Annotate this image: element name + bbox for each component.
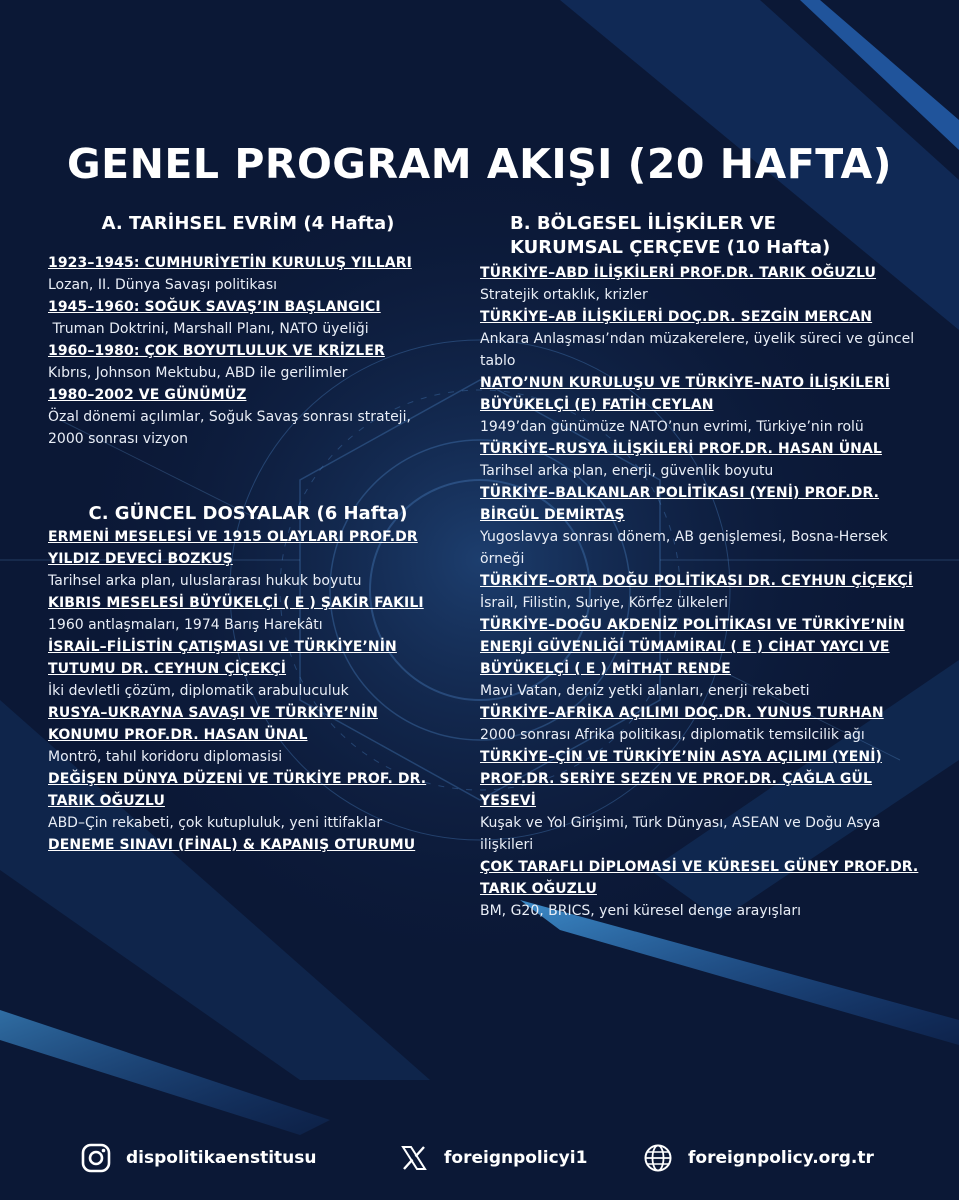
item-title: TÜRKİYE–ÇİN VE TÜRKİYE’NİN ASYA AÇILIMI (YENİ) PROF.DR. SERİYE SEZEN VE PROF.DR. ÇAĞLA GÜL YESEVİ (480, 749, 883, 809)
section-a-heading: A. TARİHSEL EVRİM (4 Hafta) (101, 213, 395, 234)
list-item (48, 592, 448, 636)
list-item (48, 252, 448, 296)
footer-instagram[interactable] (80, 1140, 317, 1176)
list-item (480, 482, 920, 570)
footer-web[interactable] (642, 1140, 874, 1176)
x-icon (398, 1142, 430, 1174)
list-item (480, 262, 920, 306)
item-title: TÜRKİYE–DOĞU AKDENİZ POLİTİKASI VE TÜRKİYE’NİN ENERJİ GÜVENLİĞİ TÜMAMİRAL ( E ) CİHAT YAYCI VE BÜYÜKELÇİ ( E ) MİTHAT RENDE (480, 617, 905, 677)
list-item (48, 702, 448, 768)
list-item (480, 856, 920, 922)
list-item (480, 306, 920, 372)
item-desc: BM, G20, BRICS, yeni küresel denge arayışları (480, 903, 801, 919)
item-desc: Ankara Anlaşması’ndan müzakerelere, üyelik süreci ve güncel tablo (480, 331, 915, 369)
item-title: 1945–1960: SOĞUK SAVAŞ’IN BAŞLANGICI (48, 299, 381, 315)
item-desc: İki devletli çözüm, diplomatik arabuluculuk (48, 683, 349, 699)
item-desc: Truman Doktrini, Marshall Planı, NATO üyeliği (48, 321, 369, 337)
section-b-heading-line1: B. BÖLGESEL İLİŞKİLER VE (510, 213, 776, 234)
item-desc: 1960 antlaşmaları, 1974 Barış Harekâtı (48, 617, 323, 633)
instagram-handle[interactable]: dispolitikaenstitusu (126, 1148, 317, 1168)
website-url[interactable]: foreignpolicy.org.tr (688, 1148, 874, 1168)
item-title: 1960–1980: ÇOK BOYUTLULUK VE KRİZLER (48, 343, 385, 359)
item-title: TÜRKİYE–AB İLİŞKİLERİ DOÇ.DR. SEZGİN MERCAN (480, 309, 873, 325)
item-desc: Tarihsel arka plan, uluslararası hukuk boyutu (48, 573, 362, 589)
item-title: 1980–2002 VE GÜNÜMÜZ (48, 387, 247, 403)
footer-x[interactable] (398, 1140, 587, 1176)
item-desc: Lozan, II. Dünya Savaşı politikası (48, 277, 278, 293)
item-title: DENEME SINAVI (FİNAL) & KAPANIŞ OTURUMU (48, 837, 416, 853)
item-title: TÜRKİYE–BALKANLAR POLİTİKASI (YENİ) PROF.DR. BİRGÜL DEMİRTAŞ (480, 485, 880, 523)
list-item (480, 746, 920, 856)
item-title: NATO’NUN KURULUŞU VE TÜRKİYE–NATO İLİŞKİLERİ BÜYÜKELÇİ (E) FATİH CEYLAN (480, 375, 891, 413)
list-item (480, 614, 920, 702)
item-title: KIBRIS MESELESİ BÜYÜKELÇİ ( E ) ŞAKİR FAKILI (48, 595, 424, 611)
instagram-icon (80, 1142, 112, 1174)
item-desc: ABD–Çin rekabeti, çok kutupluluk, yeni ittifaklar (48, 815, 383, 831)
section-c-heading: C. GÜNCEL DOSYALAR (6 Hafta) (88, 503, 408, 524)
item-desc: Yugoslavya sonrası dönem, AB genişlemesi, Bosna-Hersek örneği (480, 529, 888, 567)
item-title: İSRAİL–FİLİSTİN ÇATIŞMASI VE TÜRKİYE’NİN TUTUMU DR. CEYHUN ÇİÇEKÇİ (48, 639, 397, 677)
item-title: TÜRKİYE–RUSYA İLİŞKİLERİ PROF.DR. HASAN ÜNAL (480, 441, 882, 457)
item-title: TÜRKİYE–ABD İLİŞKİLERİ PROF.DR. TARIK OĞUZLU (480, 265, 877, 281)
item-desc: 1949’dan günümüze NATO’nun evrimi, Türkiye’nin rolü (480, 419, 864, 435)
item-desc: Kuşak ve Yol Girişimi, Türk Dünyası, ASEAN ve Doğu Asya ilişkileri (480, 815, 881, 853)
item-desc: 2000 sonrası Afrika politikası, diplomatik temsilcilik ağı (480, 727, 865, 743)
item-title: TÜRKİYE–AFRİKA AÇILIMI DOÇ.DR. YUNUS TURHAN (480, 705, 884, 721)
list-item (48, 526, 448, 592)
list-item (480, 372, 920, 438)
list-item (480, 438, 920, 482)
item-desc: Tarihsel arka plan, enerji, güvenlik boyutu (480, 463, 774, 479)
list-item (48, 340, 448, 384)
item-title: RUSYA–UKRAYNA SAVAŞI VE TÜRKİYE’NİN KONUMU PROF.DR. HASAN ÜNAL (48, 705, 378, 743)
list-item (48, 768, 448, 834)
section-b-heading (480, 212, 920, 260)
item-title: ERMENİ MESELESİ VE 1915 OLAYLARI PROF.DR YILDIZ DEVECİ BOZKUŞ (48, 529, 418, 567)
list-item (48, 636, 448, 702)
item-desc: Özal dönemi açılımlar, Soğuk Savaş sonrası strateji, 2000 sonrası vizyon (48, 409, 411, 447)
item-desc: Mavi Vatan, deniz yetki alanları, enerji rekabeti (480, 683, 810, 699)
item-desc: Kıbrıs, Johnson Mektubu, ABD ile gerilimler (48, 365, 348, 381)
list-item (48, 834, 448, 856)
list-item (480, 570, 920, 614)
list-item (480, 702, 920, 746)
left-column (48, 212, 448, 856)
item-title: TÜRKİYE–ORTA DOĞU POLİTİKASI DR. CEYHUN ÇİÇEKÇİ (480, 573, 914, 589)
item-desc: Stratejik ortaklık, krizler (480, 287, 648, 303)
item-desc: Montrö, tahıl koridoru diplomasisi (48, 749, 283, 765)
item-desc: İsrail, Filistin, Suriye, Körfez ülkeleri (480, 595, 729, 611)
list-item (48, 384, 448, 450)
x-handle[interactable]: foreignpolicyi1 (444, 1148, 588, 1168)
list-item (48, 296, 448, 340)
section-b-heading-line2: KURUMSAL ÇERÇEVE (10 Hafta) (510, 237, 831, 258)
page-title: GENEL PROGRAM AKIŞI (20 HAFTA) (66, 140, 893, 188)
item-title: 1923–1945: CUMHURİYETİN KURULUŞ YILLARI (48, 255, 412, 271)
item-title: ÇOK TARAFLI DİPLOMASİ VE KÜRESEL GÜNEY PROF.DR. TARIK OĞUZLU (480, 859, 919, 897)
right-column (480, 212, 920, 922)
globe-icon (642, 1142, 674, 1174)
item-title: DEĞİŞEN DÜNYA DÜZENİ VE TÜRKİYE PROF. DR. TARIK OĞUZLU (48, 771, 427, 809)
